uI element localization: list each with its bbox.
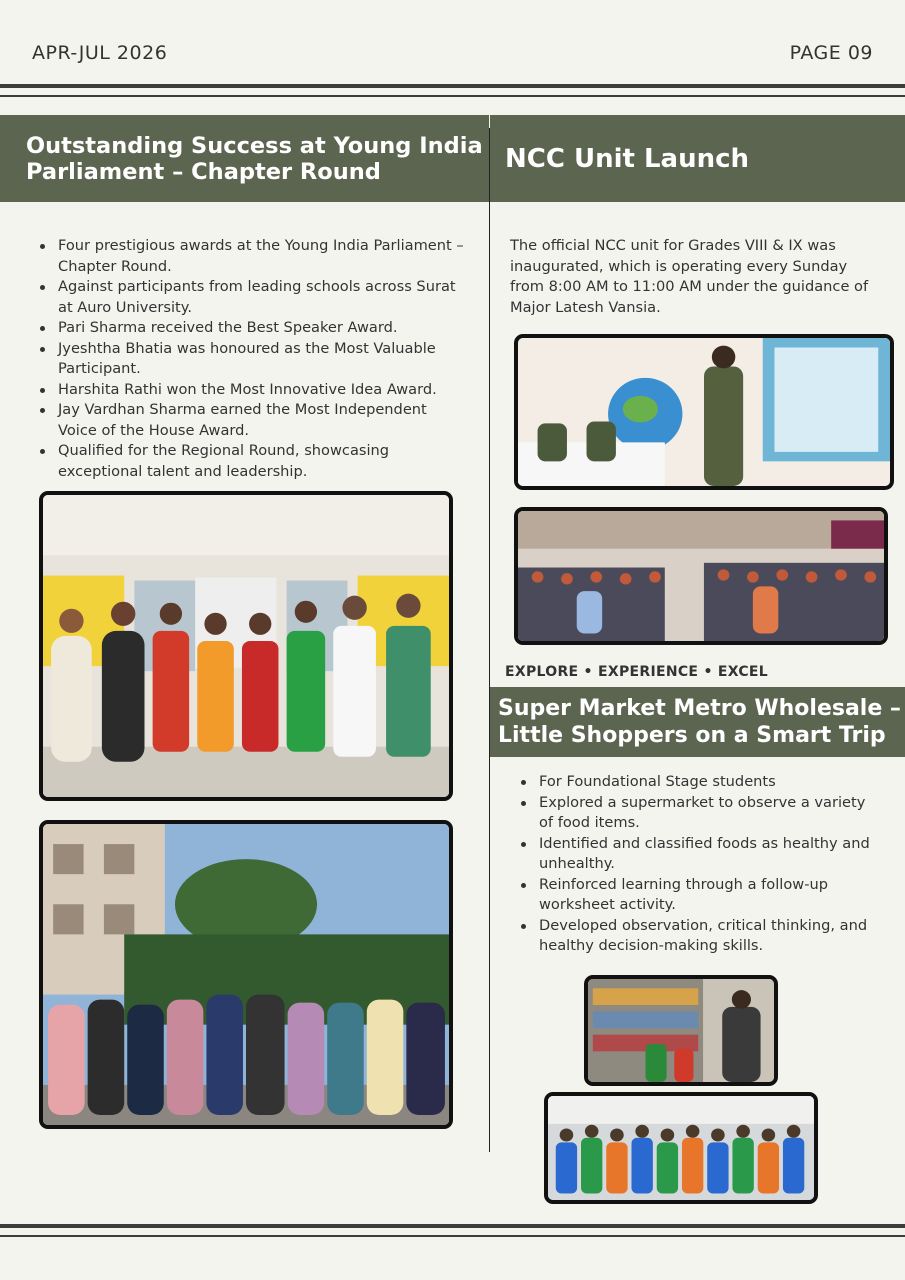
- ncc-title: NCC Unit Launch: [505, 143, 750, 174]
- list-item: Identified and classified foods as healthy and unhealthy.: [519, 834, 899, 875]
- top-rule-thin: [0, 95, 905, 97]
- list-item: Pari Sharma received the Best Speaker Award.: [38, 318, 488, 339]
- ncc-officer-photo: [514, 334, 894, 490]
- yip-outdoor-group-photo: [39, 820, 453, 1129]
- supermarket-students-photo: [544, 1092, 818, 1204]
- list-item: Developed observation, critical thinking, and healthy decision-making skills.: [519, 916, 899, 957]
- top-rule-thick: [0, 84, 905, 88]
- column-divider: [489, 128, 490, 1152]
- list-item: Jay Vardhan Sharma earned the Most Independent Voice of the House Award.: [38, 400, 488, 441]
- supermarket-title-line1: Super Market Metro Wholesale –: [498, 696, 901, 721]
- supermarket-bullet-list: [519, 772, 899, 957]
- list-item: For Foundational Stage students: [519, 772, 899, 793]
- bottom-rule-thick: [0, 1224, 905, 1228]
- list-item: Four prestigious awards at the Young India Parliament – Chapter Round.: [38, 236, 488, 277]
- list-item: Reinforced learning through a follow-up worksheet activity.: [519, 875, 899, 916]
- supermarket-title-line2: Little Shoppers on a Smart Trip: [498, 723, 886, 748]
- yip-title-line2: Parliament – Chapter Round: [26, 158, 381, 185]
- yip-title-banner: [0, 115, 489, 202]
- list-item: Qualified for the Regional Round, showcasing exceptional talent and leadership.: [38, 441, 488, 482]
- supermarket-title-banner: [490, 687, 905, 757]
- bottom-rule-thin: [0, 1235, 905, 1237]
- list-item: Explored a supermarket to observe a variety of food items.: [519, 793, 899, 834]
- list-item: Against participants from leading schools across Surat at Auro University.: [38, 277, 488, 318]
- yip-award-group-photo: [39, 491, 453, 801]
- list-item: Harshita Rathi won the Most Innovative Idea Award.: [38, 380, 488, 401]
- ncc-audience-photo: [514, 507, 888, 645]
- supermarket-shelves-photo: [584, 975, 778, 1086]
- page-number: PAGE 09: [789, 42, 873, 64]
- list-item: Jyeshtha Bhatia was honoured as the Most Valuable Participant.: [38, 339, 488, 380]
- ncc-title-banner: [490, 115, 905, 202]
- yip-title-line1: Outstanding Success at Young India: [26, 132, 483, 159]
- tagline: EXPLORE • EXPERIENCE • EXCEL: [505, 664, 768, 680]
- ncc-paragraph: The official NCC unit for Grades VIII & IX was inaugurated, which is operating every Sunday from 8:00 AM to 11:00 AM under the guidance of Major Latesh Vansia.: [510, 237, 869, 316]
- yip-bullet-list: [38, 236, 488, 482]
- issue-date: APR-JUL 2026: [32, 42, 168, 64]
